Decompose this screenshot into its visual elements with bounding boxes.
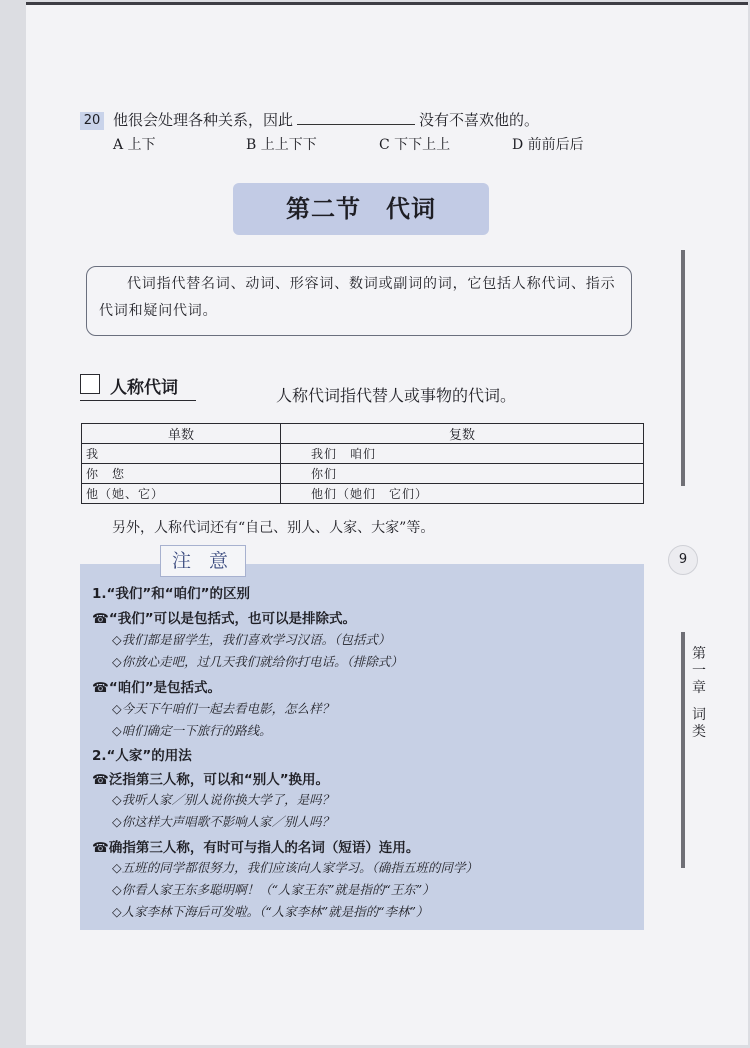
chapter-char: 章 [692,680,706,696]
option-b: B 上上下下 [246,137,317,153]
table-row [82,444,644,464]
subsection-title: 人称代词 [110,378,178,398]
question-text [113,109,539,130]
note-example: ◇我们都是留学生，我们喜欢学习汉语。（包括式） [112,632,391,647]
table-cell: 你 您 [82,464,281,484]
table-cell: 他（她、它） [82,484,281,504]
question-number: 20 [80,112,104,130]
note-rule: ☎“咱们”是包括式。 [92,680,222,696]
question-text-before: 他很会处理各种关系，因此 [113,111,294,129]
chapter-char: 第 [692,646,706,662]
chapter-gap [690,697,708,707]
question-text-after: 没有不喜欢他的。 [419,111,540,129]
note-rule: ☎“我们”可以是包括式，也可以是排除式。 [92,611,357,627]
note-example: ◇咱们确定一下旅行的路线。 [112,723,272,738]
table-cell: 他们（她们 它们） [281,484,644,504]
note-example: ◇你这样大声唱歌不影响人家／别人吗？ [112,814,335,829]
margin-bar-top [681,250,685,486]
page-number: 9 [668,545,698,575]
note-example: ◇你放心走吧，过几天我们就给你打电话。（排除式） [112,654,403,669]
table-row [82,464,644,484]
option-a: A 上下 [113,137,156,153]
table-row [82,484,644,504]
note-example: ◇我听人家／别人说你换大学了，是吗？ [112,792,335,807]
also-note: 另外，人称代词还有“自己、别人、人家、大家”等。 [112,520,435,536]
subsection-underline [80,400,196,401]
section-title: 第二节 代词 [233,183,489,235]
table-header-plural: 复数 [281,424,644,444]
note-example: ◇你看人家王东多聪明啊！（“人家王东”就是指的“王东”） [112,882,435,897]
answer-blank [297,110,415,125]
option-c: C 下下上上 [379,137,451,153]
note-panel [80,564,644,930]
table-cell: 我们 咱们 [281,444,644,464]
option-d: D 前前后后 [512,137,584,153]
checkbox-square-icon [80,374,100,394]
table-cell: 我 [82,444,281,464]
chapter-char: 类 [692,724,706,740]
subsection-description: 人称代词指代替人或事物的代词。 [276,386,517,405]
note-example: ◇人家李林下海后可发啦。（“人家李林”就是指的“李林”） [112,904,429,919]
note-heading: 1.“我们”和“咱们”的区别 [92,586,251,602]
note-rule: ☎泛指第三人称，可以和“别人”换用。 [92,772,330,788]
note-tab-label: 注 意 [160,545,246,577]
table-header-singular: 单数 [82,424,281,444]
chapter-label [690,646,708,741]
note-example: ◇五班的同学都很努力，我们应该向人家学习。（确指五班的同学） [112,860,478,875]
note-example: ◇今天下午咱们一起去看电影，怎么样？ [112,701,335,716]
definition-text: 代词指代替名词、动词、形容词、数词或副词的词，它包括人称代词、指示代词和疑问代词。 [99,276,616,319]
margin-bar-bottom [681,632,685,868]
note-rule: ☎确指第三人称，有时可与指人的名词（短语）连用。 [92,840,420,856]
table-header-row [82,424,644,444]
chapter-char: 一 [692,663,706,679]
table-cell: 你们 [281,464,644,484]
pronoun-table [81,423,644,504]
note-heading: 2.“人家”的用法 [92,748,192,764]
chapter-char: 词 [692,707,706,723]
definition-box [86,266,632,336]
